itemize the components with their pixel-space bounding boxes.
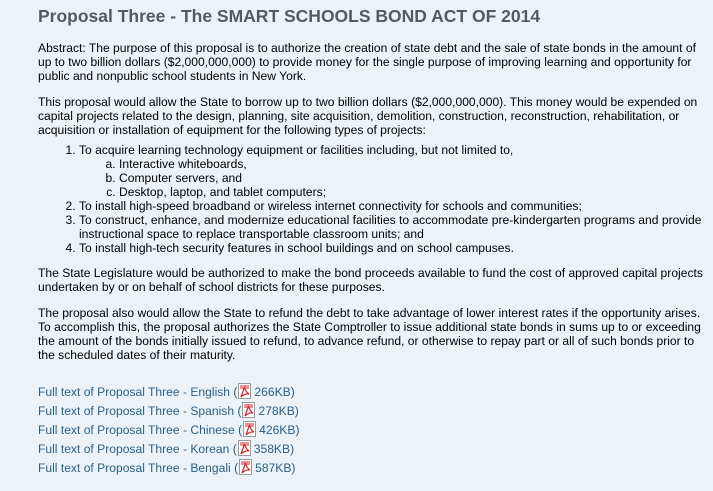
download-links [38,383,299,478]
legislature-paragraph: The State Legislature would be authorized to make the bond proceeds available to fund the cost of approved capital projects undertaken by or on behalf of school districts for these purposes. [38,266,703,294]
link-text[interactable]: Full text of Proposal Three - Bengali [38,461,231,475]
file-size[interactable]: 587KB [255,461,292,475]
proposal-body [38,41,704,374]
list-item: a. Interactive whiteboards, [119,157,704,171]
intro-paragraph: This proposal would allow the State to borrow up to two billion dollars ($2,000,000,000). This money would be expended on capital projects related to the design, planning, site acquisition, demolition, construction, reconstruction, rehabilitation, or acquisition or installation of equipment for the following types of projects: [38,95,698,137]
pdf-icon[interactable] [239,459,253,476]
link-text[interactable]: Full text of Proposal Three - Chinese [38,423,235,437]
link-text[interactable]: Full text of Proposal Three - Korean [38,442,230,456]
file-size[interactable]: 266KB [254,385,291,399]
pdf-icon[interactable] [243,421,257,438]
abstract-paragraph: Abstract: The purpose of this proposal is to authorize the creation of state debt and the sale of state bonds in the amount of up to two billion dollars ($2,000,000,000) to provide money for the single purpose of improving learning and opportunity for public and nonpublic school students in New York. [38,41,696,83]
project-list [38,143,704,255]
download-link-chinese[interactable]: Full text of Proposal Three - Chinese ( 426KB ) [38,421,299,440]
pdf-icon[interactable] [242,402,256,419]
link-text[interactable]: Full text of Proposal Three - English [38,385,231,399]
download-link-spanish[interactable]: Full text of Proposal Three - Spanish ( 278KB ) [38,402,299,421]
list-item: b. Computer servers, and [119,171,704,185]
file-size[interactable]: 358KB [253,442,291,456]
refund-paragraph: The proposal also would allow the State to refund the debt to take advantage of lower interest rates if the opportunity arises. To accomplish this, the proposal authorizes the State Comptroller to issue additional state bonds in sums up to or exceeding the amount of the bonds initially issued to refund, to advance refund, or otherwise to repay part or all of such bonds prior to the scheduled dates of their maturity. [38,306,701,362]
download-link-korean[interactable]: Full text of Proposal Three - Korean ( 358KB ) [38,440,299,459]
list-item: 4. To install high-tech security features in school buildings and on school campuses. [79,241,704,255]
list-item: c. Desktop, laptop, and tablet computers; [119,185,704,199]
pdf-icon[interactable] [238,440,252,457]
list-item: 3. To construct, enhance, and modernize educational facilities to accommodate pre-kindergarten programs and provide instructional space to replace transportable classroom units; and [79,213,704,241]
list-item [79,143,704,199]
download-link-english[interactable]: Full text of Proposal Three - English ( 266KB ) [38,383,299,402]
download-link-bengali[interactable]: Full text of Proposal Three - Bengali ( 587KB ) [38,459,299,478]
sub-list [79,157,704,199]
file-size[interactable]: 426KB [259,423,296,437]
link-text[interactable]: Full text of Proposal Three - Spanish [38,404,235,418]
pdf-icon[interactable] [238,383,252,400]
file-size[interactable]: 278KB [258,404,295,418]
project-item-text: To acquire learning technology equipment or facilities including, but not limited to, [79,143,514,157]
list-item: 2. To install high-speed broadband or wireless internet connectivity for schools and communities; [79,199,704,213]
page-title: Proposal Three - The SMART SCHOOLS BOND ACT OF 2014 [38,6,541,26]
